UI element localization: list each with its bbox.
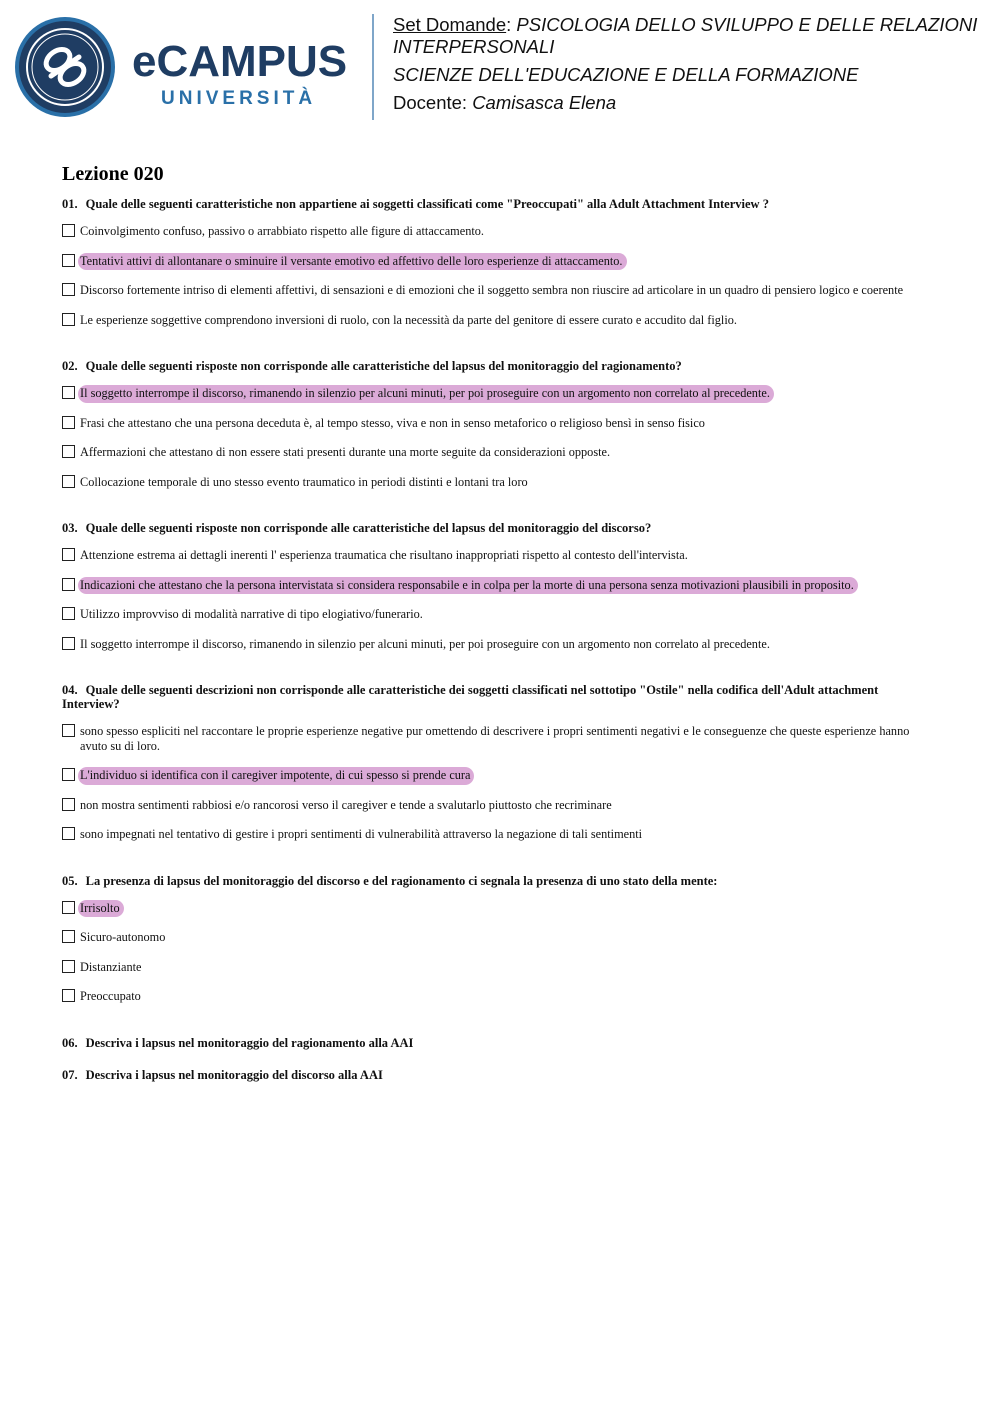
answer-option[interactable] [62,415,922,433]
question-text: La presenza di lapsus del monitoraggio del discorso e del ragionamento ci segnala la presenza di uno stato della mente: [85,873,718,888]
question-text: Descriva i lapsus nel monitoraggio del discorso alla AAI [85,1067,383,1082]
checkbox[interactable] [62,548,75,561]
answer-option-selected[interactable] [62,767,922,785]
answer-option[interactable] [62,723,922,755]
checkbox[interactable] [62,901,75,914]
checkbox[interactable] [62,283,75,296]
checkbox[interactable] [62,445,75,458]
answer-text: sono spesso espliciti nel raccontare le proprie esperienze negative pur omettendo di descrivere i propri sentimenti negativi e le conseguenze che queste esperienze hanno avuto su di loro. [80,724,910,753]
answer-option-selected[interactable] [62,900,922,918]
header-divider [372,14,374,120]
question-number: 07. [62,1067,78,1082]
checkbox[interactable] [62,930,75,943]
answer-text: Coinvolgimento confuso, passivo o arrabbiato rispetto alle figure di attaccamento. [80,224,484,238]
highlighted-answer-text: Irrisolto [78,900,124,918]
answer-text: Il soggetto interrompe il discorso, rimanendo in silenzio per alcuni minuti, per poi proseguire con un argomento non correlato al precedente. [80,636,770,651]
answer-text: Affermazioni che attestano di non essere stati presenti durante una morte seguite da considerazioni opposte. [80,445,611,459]
course-title-line: Set Domande: PSICOLOGIA DELLO SVILUPPO E DELLE RELAZIONI [393,14,978,35]
question-title [62,1068,922,1082]
highlighted-answer-text: Tentativi attivi di allontanare o sminuire il versante emotivo ed affettivo delle loro esperienze di attaccamento. [78,253,627,271]
question-title [62,197,922,211]
question-spacer [62,856,922,874]
question-spacer [62,1050,922,1068]
checkbox[interactable] [62,578,75,591]
question-5 [62,874,922,1006]
answer-option[interactable] [62,929,922,947]
question-1 [62,197,922,329]
question-text: Descriva i lapsus nel monitoraggio del ragionamento alla AAI [85,1035,414,1050]
question-title [62,521,922,535]
checkbox[interactable] [62,607,75,620]
checkbox[interactable] [62,989,75,1002]
question-4 [62,683,922,844]
answer-option[interactable] [62,636,922,654]
question-title [62,683,922,711]
course-title: PSICOLOGIA DELLO SVILUPPO E DELLE RELAZIONI [516,14,978,35]
highlighted-answer-text: L'individuo si identifica con il caregiver impotente, di cui spesso si prende cura [78,767,474,785]
checkbox[interactable] [62,637,75,650]
answer-text: Discorso fortemente intriso di elementi affettivi, di sensazioni e di emozioni che il soggetto sembra non riuscire ad articolare in un quadro di pensiero logico e coerente [80,283,904,297]
ecampus-logo-emblem [14,16,116,118]
question-3 [62,521,922,653]
question-number: 01. [62,197,78,211]
question-text: Quale delle seguenti descrizioni non corrisponde alle caratteristiche dei soggetti classificati nel sottotipo "Ostile" nella codifica dell'Adult attachment Interview? [62,683,879,711]
question-6 [62,1036,922,1050]
question-number: 04. [62,683,78,697]
course-title-continued: INTERPERSONALI [393,36,555,57]
question-spacer [62,341,922,359]
question-text: Quale delle seguenti risposte non corrisponde alle caratteristiche del lapsus del monitoraggio del ragionamento? [85,359,682,373]
answer-text: non mostra sentimenti rabbiosi e/o rancorosi verso il caregiver e tende a svalutarlo piuttosto che recriminare [80,797,612,812]
checkbox[interactable] [62,313,75,326]
answer-text: Distanziante [80,959,142,974]
question-number: 05. [62,873,78,888]
answer-option[interactable] [62,959,922,977]
answer-text: Sicuro-autonomo [80,930,166,944]
answer-option[interactable] [62,547,922,565]
question-text: Quale delle seguenti risposte non corrisponde alle caratteristiche del lapsus del monitoraggio del discorso? [85,521,652,535]
answer-option[interactable] [62,797,922,815]
brand-name: eCAMPUS [132,37,348,86]
highlighted-answer-text: Indicazioni che attestano che la persona intervistata si considera responsabile e in colpa per la morte di una persona senza motivazioni plausibili in proposito. [78,577,858,595]
answer-option[interactable] [62,312,922,330]
answer-option[interactable] [62,826,922,844]
brand-subtitle: UNIVERSITÀ [161,88,317,109]
checkbox[interactable] [62,416,75,429]
faculty-name: SCIENZE DELL'EDUCAZIONE E DELLA FORMAZIONE [393,64,859,85]
question-2 [62,359,922,491]
highlighted-answer-text: Il soggetto interrompe il discorso, rimanendo in silenzio per alcuni minuti, per poi proseguire con un argomento non correlato al precedente. [78,385,774,403]
question-text: Quale delle seguenti caratteristiche non appartiene ai soggetti classificati come "Preoccupati" alla Adult Attachment Interview ? [85,197,769,211]
answer-text: sono impegnati nel tentativo di gestire i propri sentimenti di vulnerabilità attraverso la negazione di tali sentimenti [80,827,643,841]
answer-text: Le esperienze soggettive comprendono inversioni di ruolo, con la necessità da parte del genitore di essere curato e accudito dal figlio. [80,312,737,327]
answer-option[interactable] [62,444,922,462]
answer-text: Frasi che attestano che una persona deceduta è, al tempo stesso, viva e non in senso metaforico o religioso bensì in senso fisico [80,415,705,430]
answer-option[interactable] [62,474,922,492]
checkbox[interactable] [62,475,75,488]
answer-option[interactable] [62,282,922,300]
question-title [62,1036,922,1050]
checkbox[interactable] [62,386,75,399]
question-spacer [62,503,922,521]
teacher-label: Docente [393,92,462,113]
teacher-name: Camisasca Elena [472,92,617,113]
checkbox[interactable] [62,224,75,237]
checkbox[interactable] [62,254,75,267]
answer-option[interactable] [62,988,922,1006]
lesson-title: Lezione 020 [62,163,164,185]
answer-text: Utilizzo improvviso di modalità narrative di tipo elogiativo/funerario. [80,607,423,621]
question-list [62,197,922,1082]
question-7 [62,1068,922,1082]
question-spacer [62,1018,922,1036]
answer-text: Attenzione estrema ai dettagli inerenti l' esperienza traumatica che risultano inappropriati rispetto al contesto dell'intervista. [80,548,688,562]
answer-text: Preoccupato [80,989,141,1003]
question-title [62,874,922,888]
question-spacer [62,665,922,683]
question-number: 03. [62,521,78,535]
checkbox[interactable] [62,768,75,781]
teacher-line: Docente: Camisasca Elena [393,92,617,113]
answer-option-selected[interactable] [62,385,922,403]
question-number: 06. [62,1035,78,1050]
answer-option[interactable] [62,223,922,241]
answer-option-selected[interactable] [62,253,922,271]
question-number: 02. [62,359,78,373]
checkbox[interactable] [62,724,75,737]
question-title [62,359,922,373]
checkbox[interactable] [62,798,75,811]
answer-option[interactable] [62,606,922,624]
answer-option-selected[interactable] [62,577,922,595]
answer-text: Collocazione temporale di uno stesso evento traumatico in periodi distinti e lontani tra loro [80,474,528,489]
checkbox[interactable] [62,960,75,973]
course-header [393,14,993,114]
checkbox[interactable] [62,827,75,840]
set-label: Set Domande [393,14,507,35]
